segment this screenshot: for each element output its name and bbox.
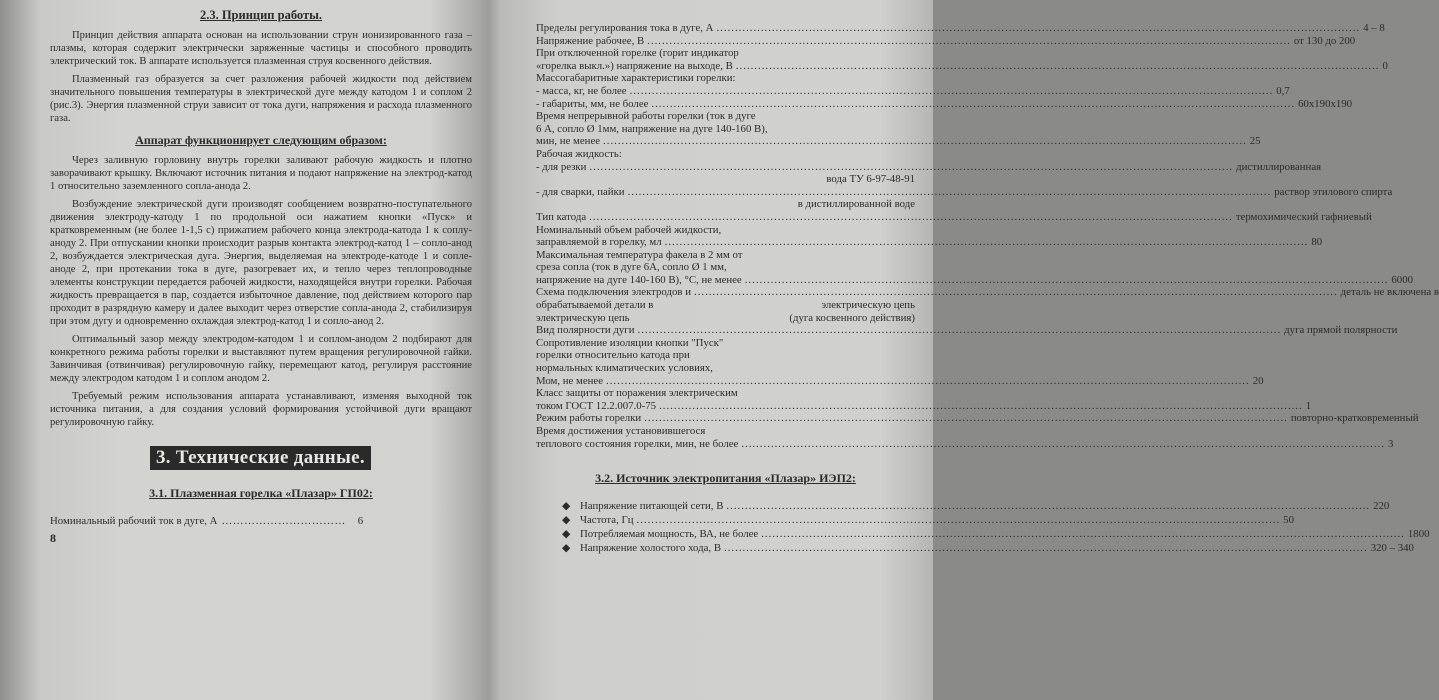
spec-value: электрическую цепь xyxy=(821,299,915,312)
spec-text: При отключенной горелке (горит индикатор xyxy=(536,47,739,60)
page-number: 8 xyxy=(50,531,56,545)
spec-text: нормальных климатических условиях, xyxy=(536,362,713,375)
spec-value: 25 xyxy=(1249,135,1261,148)
left-page xyxy=(0,0,480,700)
spec-label: электрическую цепь xyxy=(536,311,630,324)
diamond-bullet-icon: ◆ xyxy=(562,499,571,512)
subsection-32-title: 3.2. Источник электропитания «Плазар» ИЭП2: xyxy=(595,471,856,486)
spec-value: от 130 до 200 xyxy=(1293,34,1356,47)
spec-label: Напряжение рабочее, В xyxy=(536,34,645,47)
spec-label: Напряжение питающей сети, В xyxy=(580,499,724,512)
spec-row xyxy=(536,286,1439,299)
spec-label: Тип катода xyxy=(536,210,587,223)
spec-text: Время непрерывной работы горелки (ток в дуге xyxy=(536,110,756,123)
spec-text: Рабочая жидкость: xyxy=(536,147,622,160)
spec-row xyxy=(536,185,1393,199)
spec-label: - габариты, мм, не более xyxy=(536,97,649,110)
spec-label: Частота, Гц xyxy=(580,513,634,526)
spec-text: Класс защиты от поражения электрическим xyxy=(536,387,738,400)
spec-value: 6 xyxy=(357,515,364,527)
spec-label: напряжение на дуге 140-160 В), °С, не менее xyxy=(536,273,742,286)
spec-value: 80 xyxy=(1311,236,1323,249)
spec-value-cont: вода ТУ 6-97-48-91 xyxy=(826,173,915,186)
spec-row xyxy=(536,324,1398,337)
spec-label: Мом, не менее xyxy=(536,374,604,387)
spec-row-cont xyxy=(536,312,915,325)
paragraph-5: Оптимальный зазор между электродом-катодом 1 и соплом-анодом 2 подбирают для конкретного режима работы горелки и выставляют путем вращения регулировочной гайки. Завинчивая (отвинчивая) регулировочную гайку, перемещают катод, регулируя расстояние между электродом катодом 1 и соплом анодом 2. xyxy=(50,334,472,384)
spec-value: термохимический гафниевый xyxy=(1235,210,1372,223)
spec-value: деталь не включена в xyxy=(1340,286,1439,299)
spec-text: горелки относительно катода при xyxy=(536,349,690,362)
spec-label: обрабатываемой детали в xyxy=(536,299,654,312)
spec-row xyxy=(536,22,1385,35)
spec-value: 3 xyxy=(1387,437,1394,450)
spec-value: 0 xyxy=(1382,59,1388,72)
spec-label: Напряжение холостого хода, В xyxy=(580,541,722,554)
dot-leader: …………………………… xyxy=(221,515,346,527)
spec-label: - для сварки, пайки xyxy=(536,185,625,198)
spec-text: Максимальная температура факела в 2 мм от xyxy=(536,248,743,261)
spec-label: Потребляемая мощность, ВА, не более xyxy=(580,527,759,540)
subsection-31-title: 3.1. Плазменная горелка «Плазар» ГП02: xyxy=(149,486,373,500)
spec-text: Сопротивление изоляции кнопки "Пуск" xyxy=(536,336,724,349)
spec-row xyxy=(536,135,1261,148)
diamond-bullet-icon: ◆ xyxy=(562,513,571,526)
spec-text: среза сопла (ток в дуге 6А, сопло Ø 1 мм, xyxy=(536,261,727,274)
section-title: 2.3. Принцип работы. xyxy=(199,8,323,22)
diamond-bullet-icon: ◆ xyxy=(562,527,571,540)
paragraph-4: Возбуждение электрической дуги производят сообщением возвратно-поступательного движения электроду-катоду 1 по продольной оси нажатием кнопки «Пуск» и кратковременным (не более 1-1,5 с) прижатием рабочего конца электрода-катода 1 к соплу-аноду 2. При отпускании кнопки происходит разрыв контакта электрод-катод 1 – сопло-анод 2, возбуждается электрическая дуга. Энергия, выделяемая на электроде-катоде 1 и сопле-аноде 2, при протекании тока в дуге, разогревает их, и тепло через теплопроводные элементы конструкции передается рабочей жидкости, находящейся внутри горелки. Рабочая жидкость превращается в пар, создается избыточное давление, под действием которого пар проходит в разрядную камеру и далее выходит через отверстие сопла-анода 2, стабилизируя при этом дугу и одновременно охлаждая электрод-катод 1 и сопло-анод 2. xyxy=(50,199,472,327)
spec-value: раствор этилового спирта xyxy=(1274,185,1393,198)
paragraph-6: Требуемый режим использования аппарата устанавливают, изменяя выходной ток источника питания, а для создания условий формирования устойчивой дуги вращают регулировочную гайку. xyxy=(50,391,472,428)
spec-label: заправляемой в горелку, мл xyxy=(536,236,662,249)
spec-label: током ГОСТ 12.2.007.0-75 xyxy=(536,399,657,412)
spec-value: дуга прямой полярности xyxy=(1284,324,1398,337)
operation-subtitle: Аппарат функционирует следующим образом: xyxy=(135,133,387,147)
spec-label: «горелка выкл.») напряжение на выходе, В xyxy=(536,59,733,72)
spec-row xyxy=(536,412,1419,425)
spec-text: Время достижения установившегося xyxy=(536,425,706,437)
spec-value: 220 xyxy=(1373,499,1390,512)
spec-value: 60х190х190 xyxy=(1298,97,1353,110)
spec-row-nominal-current xyxy=(50,515,472,527)
power-spec-item xyxy=(562,513,1294,527)
spec-label: Номинальный рабочий ток в дуге, А xyxy=(50,515,218,527)
spec-value: 20 xyxy=(1252,374,1264,387)
spec-row xyxy=(536,34,1356,48)
spec-value: 4 – 8 xyxy=(1363,22,1385,34)
spec-text: Массогабаритные характеристики горелки: xyxy=(536,72,736,85)
power-spec-item xyxy=(562,499,1390,513)
spec-label: Режим работы горелки xyxy=(536,412,642,425)
spec-label: - масса, кг, не более xyxy=(536,84,627,97)
spec-row xyxy=(536,273,1413,287)
spec-value: 320 – 340 xyxy=(1370,541,1414,554)
spec-text: 6 А, сопло Ø 1мм, напряжение на дуге 140-160 В), xyxy=(536,122,768,135)
spec-row xyxy=(536,437,1394,451)
spec-value: 1800 xyxy=(1407,527,1430,540)
spec-row xyxy=(536,160,1322,174)
spec-label: мин, не менее xyxy=(536,135,601,148)
spec-text: Номинальный объем рабочей жидкости, xyxy=(536,223,722,236)
spec-row xyxy=(536,59,1388,73)
power-spec-item xyxy=(562,527,1430,541)
chapter-title: 3. Технические данные. xyxy=(150,446,371,470)
spec-label: Пределы регулирования тока в дуге, А xyxy=(536,22,714,34)
spec-value: дистиллированная xyxy=(1236,160,1322,173)
spec-row xyxy=(536,84,1290,98)
spec-value: 50 xyxy=(1283,513,1294,526)
spec-row xyxy=(536,374,1264,388)
spec-row xyxy=(536,236,1323,249)
spec-value-cont: в дистиллированной воде xyxy=(797,198,915,211)
spec-value: 0,7 xyxy=(1276,84,1290,97)
power-spec-item xyxy=(562,541,1414,555)
spec-value: 6000 xyxy=(1391,273,1413,286)
spec-label: Схема подключения электродов и xyxy=(536,286,691,299)
spec-value: 1 xyxy=(1305,399,1312,412)
paragraph-2: Плазменный газ образуется за счет разложения рабочей жидкости под действием значительного повышения температуры в электрической дуге между катодом 1 и соплом 2 (рис.3). Энергия плазменной струи зависит от тока дуги, напряжения и расхода плазменного газа. xyxy=(50,74,472,124)
spec-value: повторно-кратковременный xyxy=(1290,412,1419,425)
spec-row xyxy=(536,97,1353,111)
spec-row xyxy=(536,210,1372,224)
right-page xyxy=(490,0,1439,700)
paragraph-3: Через заливную горловину внутрь горелки заливают рабочую жидкость и плотно заворачивают крышку. Включают источник питания и подают напряжение на электрод-катод 1 относительно заземленного сопла-анода 2. xyxy=(50,155,472,192)
spec-label: теплового состояния горелки, мин, не более xyxy=(536,437,739,450)
paragraph-1: Принцип действия аппарата основан на использовании струн ионизированного газа – плазмы, которая содержит электрически заряженные частицы и способного проводить электрический ток. В аппарате используется плазменная струя косвенного действия. xyxy=(50,30,472,67)
spec-row xyxy=(536,399,1312,413)
spec-label: - для резки xyxy=(536,160,587,173)
spec-row-cont xyxy=(536,299,915,312)
spec-label: Вид полярности дуги xyxy=(536,324,635,337)
spec-value: (дуга косвенного действия) xyxy=(789,311,915,324)
diamond-bullet-icon: ◆ xyxy=(562,541,571,554)
